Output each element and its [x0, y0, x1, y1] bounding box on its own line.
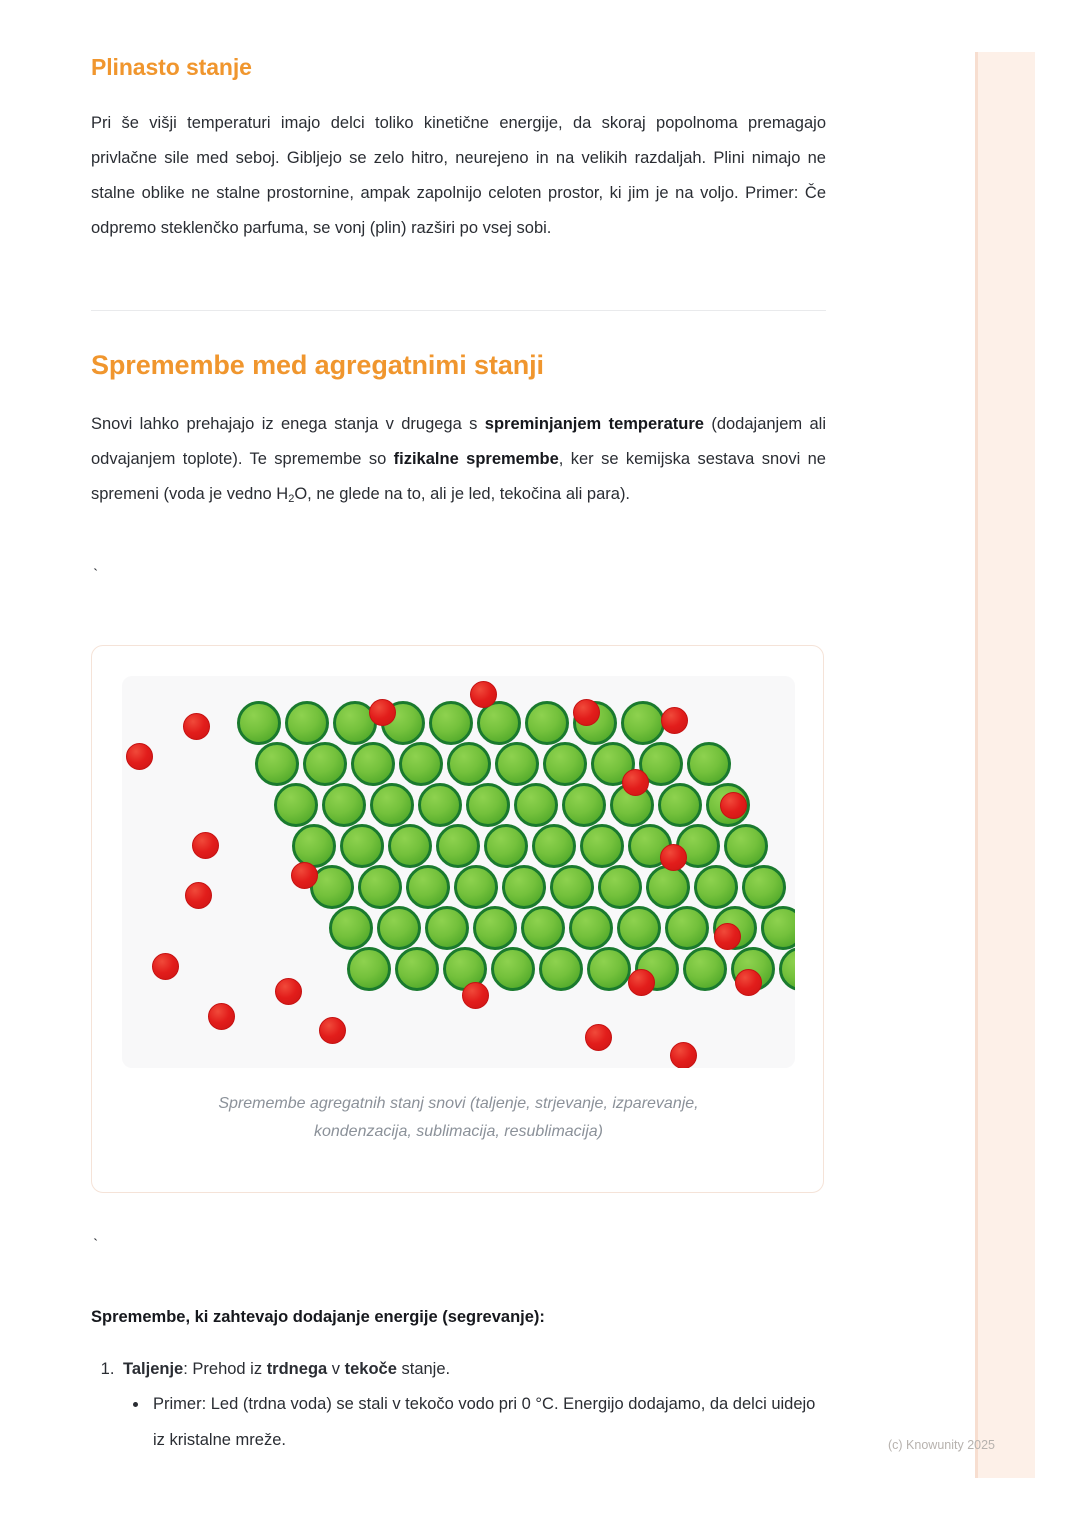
solid-particle — [543, 742, 587, 786]
text-run: : Prehod iz — [183, 1360, 267, 1378]
particle-illustration — [122, 676, 795, 1068]
energy-changes-list — [91, 1352, 826, 1458]
solid-particle — [473, 906, 517, 950]
gas-particle — [183, 713, 210, 740]
stray-backtick-2: ` — [91, 1237, 101, 1254]
solid-particle — [340, 824, 384, 868]
gas-particle — [275, 978, 302, 1005]
solid-particle — [322, 783, 366, 827]
paragraph-spremembe — [91, 407, 826, 517]
figure-caption-line-1: Spremembe agregatnih stanj snovi (taljenje, strjevanje, izparevanje, — [218, 1095, 699, 1112]
gas-particle — [622, 769, 649, 796]
emphasis-text: tekoče — [344, 1360, 397, 1378]
gas-particle — [462, 982, 489, 1009]
gas-particle — [192, 832, 219, 859]
gas-particle — [573, 699, 600, 726]
solid-particle — [285, 701, 329, 745]
solid-particle — [598, 865, 642, 909]
gas-particle — [126, 743, 153, 770]
gas-particle — [661, 707, 688, 734]
text-run: stanje. — [396, 1360, 451, 1378]
solid-particle — [436, 824, 480, 868]
solid-particle — [514, 783, 558, 827]
solid-particle — [370, 783, 414, 827]
gas-particle — [208, 1003, 235, 1030]
solid-particle — [329, 906, 373, 950]
gas-particle — [152, 953, 179, 980]
solid-particle — [274, 783, 318, 827]
solid-particle — [399, 742, 443, 786]
gas-particle — [369, 699, 396, 726]
solid-particle — [525, 701, 569, 745]
figure-card — [91, 645, 824, 1193]
list-item-text — [123, 1360, 450, 1378]
section-divider — [91, 310, 826, 311]
text-run: v — [327, 1360, 345, 1378]
solid-particle — [646, 865, 690, 909]
heading-plinasto-stanje: Plinasto stanje — [91, 54, 252, 80]
solid-particle — [237, 701, 281, 745]
solid-particle — [502, 865, 546, 909]
solid-particle — [418, 783, 462, 827]
solid-particle — [550, 865, 594, 909]
gas-particle — [660, 844, 687, 871]
solid-particle — [484, 824, 528, 868]
gas-particle — [470, 681, 497, 708]
solid-particle — [665, 906, 709, 950]
solid-particle — [447, 742, 491, 786]
page-edge-strip — [975, 52, 1035, 1478]
emphasis-text: fizikalne spremembe — [393, 450, 559, 468]
solid-particle — [779, 947, 795, 991]
solid-particle — [347, 947, 391, 991]
solid-particle — [495, 742, 539, 786]
gas-particle — [714, 923, 741, 950]
text-run: O, ne glede na to, ali je led, tekočina ali para). — [294, 485, 631, 503]
paragraph-plinasto-stanje — [91, 106, 826, 246]
emphasis-text: spreminjanjem temperature — [484, 415, 704, 433]
gas-particle — [670, 1042, 697, 1068]
sub-list-item: • Primer: Led (trdna voda) se stali v tekočo vodo pri 0 °C. Energijo dodajamo, da delci uidejo iz kristalne mreže. — [149, 1386, 826, 1458]
solid-particle — [742, 865, 786, 909]
solid-particle — [425, 906, 469, 950]
solid-particle — [761, 906, 795, 950]
chemical-subscript: 2 — [288, 493, 295, 505]
stray-backtick-1: ` — [91, 567, 101, 584]
solid-particle — [406, 865, 450, 909]
figure-caption — [132, 1090, 785, 1146]
text-run: Snovi lahko prehajajo iz enega stanja v drugega s — [91, 415, 485, 433]
solid-particle — [521, 906, 565, 950]
solid-particle — [683, 947, 727, 991]
solid-particle — [388, 824, 432, 868]
text-run: (dodajanjem ali odvajanjem toplote). Te spremembe so — [91, 415, 827, 468]
solid-particle — [569, 906, 613, 950]
gas-particle — [291, 862, 318, 889]
solid-particle — [532, 824, 576, 868]
solid-particle — [621, 701, 665, 745]
solid-particle — [539, 947, 583, 991]
solid-particle — [303, 742, 347, 786]
solid-particle — [724, 824, 768, 868]
list-item — [119, 1352, 826, 1458]
heading-spremembe-med-agregatnimi-stanji: Spremembe med agregatnimi stanji — [91, 350, 544, 380]
list-heading: Spremembe, ki zahtevajo dodajanje energije (segrevanje): — [91, 1308, 545, 1326]
gas-particle — [720, 792, 747, 819]
solid-particle — [587, 947, 631, 991]
page-edge-line — [975, 52, 978, 1478]
emphasis-text: trdnega — [266, 1360, 328, 1378]
solid-particle — [466, 783, 510, 827]
solid-particle — [580, 824, 624, 868]
gas-particle — [185, 882, 212, 909]
emphasis-text: Taljenje — [123, 1360, 184, 1378]
gas-particle — [319, 1017, 346, 1044]
solid-particle — [658, 783, 702, 827]
solid-particle — [351, 742, 395, 786]
solid-particle — [617, 906, 661, 950]
solid-particle — [491, 947, 535, 991]
solid-particle — [454, 865, 498, 909]
gas-particle — [585, 1024, 612, 1051]
gas-particle — [735, 969, 762, 996]
solid-particle — [429, 701, 473, 745]
solid-particle — [255, 742, 299, 786]
gas-particle — [628, 969, 655, 996]
text-run: , ker se kemijska sestava snovi ne spremeni (voda je vedno H — [91, 450, 826, 503]
solid-particle — [395, 947, 439, 991]
solid-particle — [687, 742, 731, 786]
figure-caption-line-2: kondenzacija, sublimacija, resublimacija) — [313, 1123, 603, 1140]
solid-particle — [694, 865, 738, 909]
sub-list — [123, 1386, 826, 1458]
solid-particle — [562, 783, 606, 827]
solid-particle — [377, 906, 421, 950]
text-run: Pri še višji temperaturi imajo delci toliko kinetične energije, da skoraj popolnoma premagajo privlačne sile med seboj. Gibljejo se zelo hitro, neurejeno in na velikih razdaljah. Plini nimajo ne stalne oblike ne stalne prostornine, ampak zapolnijo celoten prostor, ki jim je na voljo. Primer: Če odpremo steklenčko parfuma, se vonj (plin) razširi po vsej sobi. — [91, 114, 826, 237]
copyright-watermark: (c) Knowunity 2025 — [888, 1438, 996, 1452]
solid-particle — [358, 865, 402, 909]
solid-particle — [292, 824, 336, 868]
